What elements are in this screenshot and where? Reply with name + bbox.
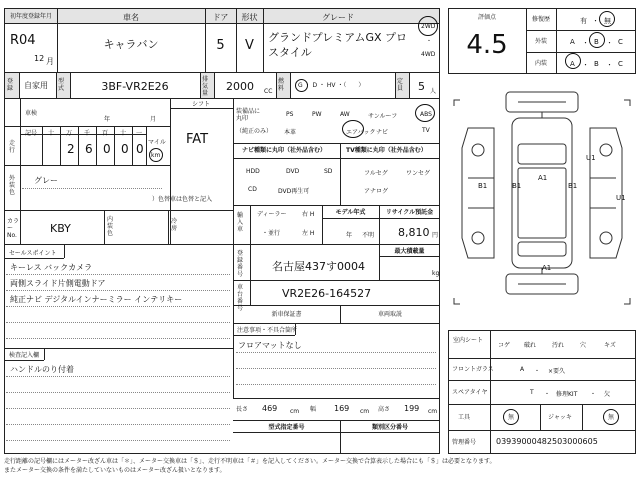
tv-header: TV種類に丸印（社外品含む）: [346, 147, 427, 154]
reg-month-unit: 月: [46, 57, 54, 66]
height-value: 199: [404, 404, 420, 413]
interior-option: B: [594, 60, 599, 68]
notes-label: 注意事項・不具合箇所: [237, 327, 298, 334]
shift-label: シフト: [192, 101, 211, 108]
exterior-option: ・: [582, 39, 589, 47]
model-year-label: モデル年式: [335, 209, 366, 216]
digit-header: 一: [136, 130, 143, 137]
shape-label: 形状: [241, 13, 258, 22]
model-label: 型式: [58, 78, 65, 92]
displacement-value: 2000: [226, 80, 254, 93]
repair-option: 無: [604, 17, 611, 25]
footer-line-1: 走行距離の記号欄にはメーター改ざん車は「＊」、メーター交換車は「＄」、走行不明車は「＃」を記入してください。メーター交換で合算表示した場合にも「＄」は必要となります。: [4, 458, 496, 465]
equipment-item: 本革: [284, 129, 297, 136]
mileage-digit: 0: [121, 142, 129, 156]
color-no-value: KBY: [50, 222, 71, 235]
capacity-label: 定員: [397, 78, 404, 92]
glass-label: フロントガラス: [452, 366, 494, 373]
equipment-label: 装備品に丸印: [236, 108, 261, 122]
model-value: 3BF-VR2E26: [101, 80, 169, 93]
footer-line-2: またメーター交換の条件を満たしていないものはメーター改ざん扱いとなります。: [4, 467, 226, 474]
equipment-sub: （純正のみ）: [236, 128, 273, 135]
mileage-label: 走行: [9, 140, 16, 154]
sales-point-line: キーレス バックカメラ: [10, 263, 93, 272]
damage-mark: B1: [512, 182, 522, 190]
repair-none-circle: [599, 11, 615, 27]
equipment-item: TV: [422, 127, 430, 134]
navi-item: CD: [248, 186, 257, 193]
exterior-b-circle: [589, 32, 605, 48]
color-value: グレー: [34, 176, 58, 185]
manual-label: 車両取説: [377, 311, 402, 318]
mgmt-label: 管理番号: [452, 439, 477, 446]
digit-header: 十: [48, 130, 55, 137]
tools-label: 工具: [458, 414, 471, 421]
equipment-item: PW: [312, 111, 322, 118]
repair-option: ・: [592, 17, 599, 25]
mile-label: マイル: [148, 139, 166, 146]
exterior-option: A: [570, 38, 575, 46]
inspection-month-unit: 月: [150, 116, 157, 123]
seat-item: 汚れ: [552, 342, 565, 349]
navi-item: HDD: [246, 168, 260, 175]
ac-label: 冷房: [171, 218, 178, 232]
equipment-item: ABS: [420, 111, 432, 118]
model-year-unit: 年: [346, 232, 353, 239]
type-cert-label: 型式指定番号: [268, 424, 305, 431]
tools-value: 無: [508, 414, 515, 421]
class-label: 類別区分番号: [371, 424, 408, 431]
score-value: 4.5: [466, 30, 508, 60]
reg-date-label: 初年度登録年月: [9, 13, 52, 20]
car-name: キャラバン: [103, 38, 159, 51]
use-type: 自家用: [24, 81, 48, 90]
drive-2wd: 2WD: [421, 23, 436, 30]
inspector-line: ハンドルのり付着: [10, 365, 74, 374]
digit-header: 記号: [25, 130, 38, 137]
import-dealer: ディーラー: [257, 211, 287, 218]
width-value: 169: [334, 404, 350, 413]
equipment-item: PS: [286, 111, 294, 118]
airbag-circle: [342, 120, 364, 138]
reg-month: 12: [34, 54, 45, 63]
digit-header: 百: [102, 130, 109, 137]
interior-option: ・: [606, 61, 613, 69]
reg-class-label: 登録: [7, 78, 14, 92]
equipment-item: サンルーフ: [368, 113, 398, 120]
seat-item: 破れ: [524, 342, 537, 349]
equipment-item: ナビ: [376, 129, 389, 136]
mileage-digit: 0: [103, 142, 111, 156]
shift-value: FAT: [186, 132, 209, 147]
spare-item: ・: [544, 391, 551, 398]
max-load-label: 最大積載量: [394, 248, 425, 255]
inspector-label: 検査記入欄: [9, 352, 40, 359]
damage-mark: A1: [542, 264, 552, 272]
car-diagram: [448, 88, 636, 316]
score-label: 評価点: [477, 14, 496, 21]
length-unit: cm: [290, 408, 300, 415]
color-no-label: カラーNo.: [7, 218, 20, 239]
plate-label: 登録番号: [237, 250, 244, 278]
mileage-digit: 6: [85, 142, 93, 156]
spare-label: スペアタイヤ: [452, 389, 488, 396]
exterior-option: C: [618, 38, 623, 46]
glass-item: ×要久: [548, 368, 566, 375]
damage-mark: B1: [568, 182, 578, 190]
fuel-label: 燃料: [278, 78, 285, 92]
exterior-option: B: [594, 38, 599, 46]
navi-item: SD: [324, 168, 333, 175]
glass-item: ・: [534, 368, 541, 375]
spare-item: 欠: [604, 391, 611, 398]
height-unit: cm: [428, 408, 438, 415]
damage-mark: B1: [478, 182, 488, 190]
sales-point-line: 両側スライド片側電動ドア: [10, 279, 106, 288]
height-label: 高さ: [378, 406, 391, 413]
era-year: R04: [10, 33, 36, 48]
import-parallel: ・並行: [262, 230, 281, 237]
warranty-label: 新車保証書: [271, 311, 302, 318]
damage-mark: U1: [616, 194, 626, 202]
glass-item: A: [520, 366, 525, 373]
seat-item: キズ: [604, 342, 616, 349]
length-value: 469: [262, 404, 278, 413]
width-unit: cm: [360, 408, 370, 415]
mgmt-value: 03939000482503000605: [496, 437, 598, 446]
fuel-options: G ・ D ・ HV ・（ ）: [298, 82, 365, 89]
sales-point-line: 純正ナビ デジタルインナーミラー インテリキー: [10, 295, 183, 304]
yen-unit: 円: [432, 232, 439, 239]
capacity-unit: 人: [430, 88, 437, 95]
capacity-value: 5: [418, 80, 425, 93]
drive-4wd: 4WD: [421, 51, 436, 58]
seat-item: コゲ: [498, 342, 511, 349]
seat-label: 室内シート: [453, 337, 484, 344]
sales-points-label: セールスポイント: [9, 250, 57, 257]
car-name-label: 車名: [123, 13, 139, 22]
navi-item: DVD: [286, 168, 300, 175]
doors-value: 5: [216, 38, 225, 53]
digit-header: 万: [66, 130, 73, 137]
length-label: 長さ: [236, 406, 249, 413]
doors-label: ドア: [212, 13, 229, 22]
repair-option: 有: [580, 17, 587, 25]
damage-mark: U1: [586, 154, 596, 162]
color-note: ）色替車は色替と記入: [152, 196, 213, 203]
tv-item: ワンセグ: [406, 170, 431, 177]
spare-item: 修理KIT: [556, 391, 578, 398]
equipment-item: AW: [340, 111, 350, 118]
seat-item: 穴: [580, 342, 587, 349]
drive-dot: ・: [426, 38, 433, 45]
chassis-label: 車台番号: [237, 284, 244, 312]
jack-label: ジャッキ: [548, 414, 572, 421]
cc-unit: CC: [264, 88, 273, 95]
grade-value: グランドプレミアムGX プロスタイル: [268, 31, 408, 59]
exterior-option: ・: [606, 39, 613, 47]
navi-item: DVD再生可: [278, 188, 310, 195]
shape-value: V: [245, 38, 254, 53]
recycle-label: リサイクル預託金: [385, 209, 434, 216]
tv-item: アナログ: [364, 188, 389, 195]
digit-header: 千: [84, 130, 91, 137]
width-label: 幅: [310, 406, 317, 413]
km-label: km: [151, 152, 161, 159]
plate-value: 名古屋437す0004: [272, 260, 365, 273]
interior-label: 内装: [534, 60, 547, 67]
import-label: 輸入車: [237, 212, 244, 233]
import-right: 右 H: [302, 211, 315, 218]
inspection-year-unit: 年: [104, 116, 111, 123]
abs-circle: [415, 104, 435, 122]
grade-label: グレード: [322, 13, 354, 22]
mileage-digit: 2: [67, 142, 75, 156]
recycle-value: 8,810: [398, 226, 430, 239]
spare-item: T: [530, 389, 534, 396]
interior-option: ・: [582, 61, 589, 69]
exterior-label: 外装: [534, 38, 547, 45]
kg-unit: kg: [432, 270, 440, 277]
import-left: 左 H: [302, 230, 315, 237]
tv-item: フルセグ: [364, 170, 388, 177]
int-color-label: 内装色: [107, 216, 114, 237]
model-year-value: 不明: [362, 232, 375, 239]
displacement-label: 排気量: [202, 76, 209, 97]
interior-a-circle: [565, 53, 581, 69]
navi-header: ナビ種類に丸印（社外品含む）: [242, 147, 327, 154]
inspection-label: 車検: [25, 110, 38, 117]
interior-option: A: [570, 60, 575, 68]
color-label: 外装色: [9, 175, 16, 196]
mileage-digit: 0: [136, 142, 144, 156]
digit-header: 十: [120, 130, 127, 137]
spare-item: ・: [590, 391, 597, 398]
repair-label: 修復歴: [531, 16, 550, 23]
notes-line: フロアマットなし: [238, 341, 302, 350]
damage-mark: A1: [538, 174, 548, 182]
jack-value: 無: [608, 414, 615, 421]
chassis-value: VR2E26-164527: [282, 287, 372, 300]
equipment-item: エアバック: [346, 129, 376, 136]
interior-option: C: [618, 60, 623, 68]
